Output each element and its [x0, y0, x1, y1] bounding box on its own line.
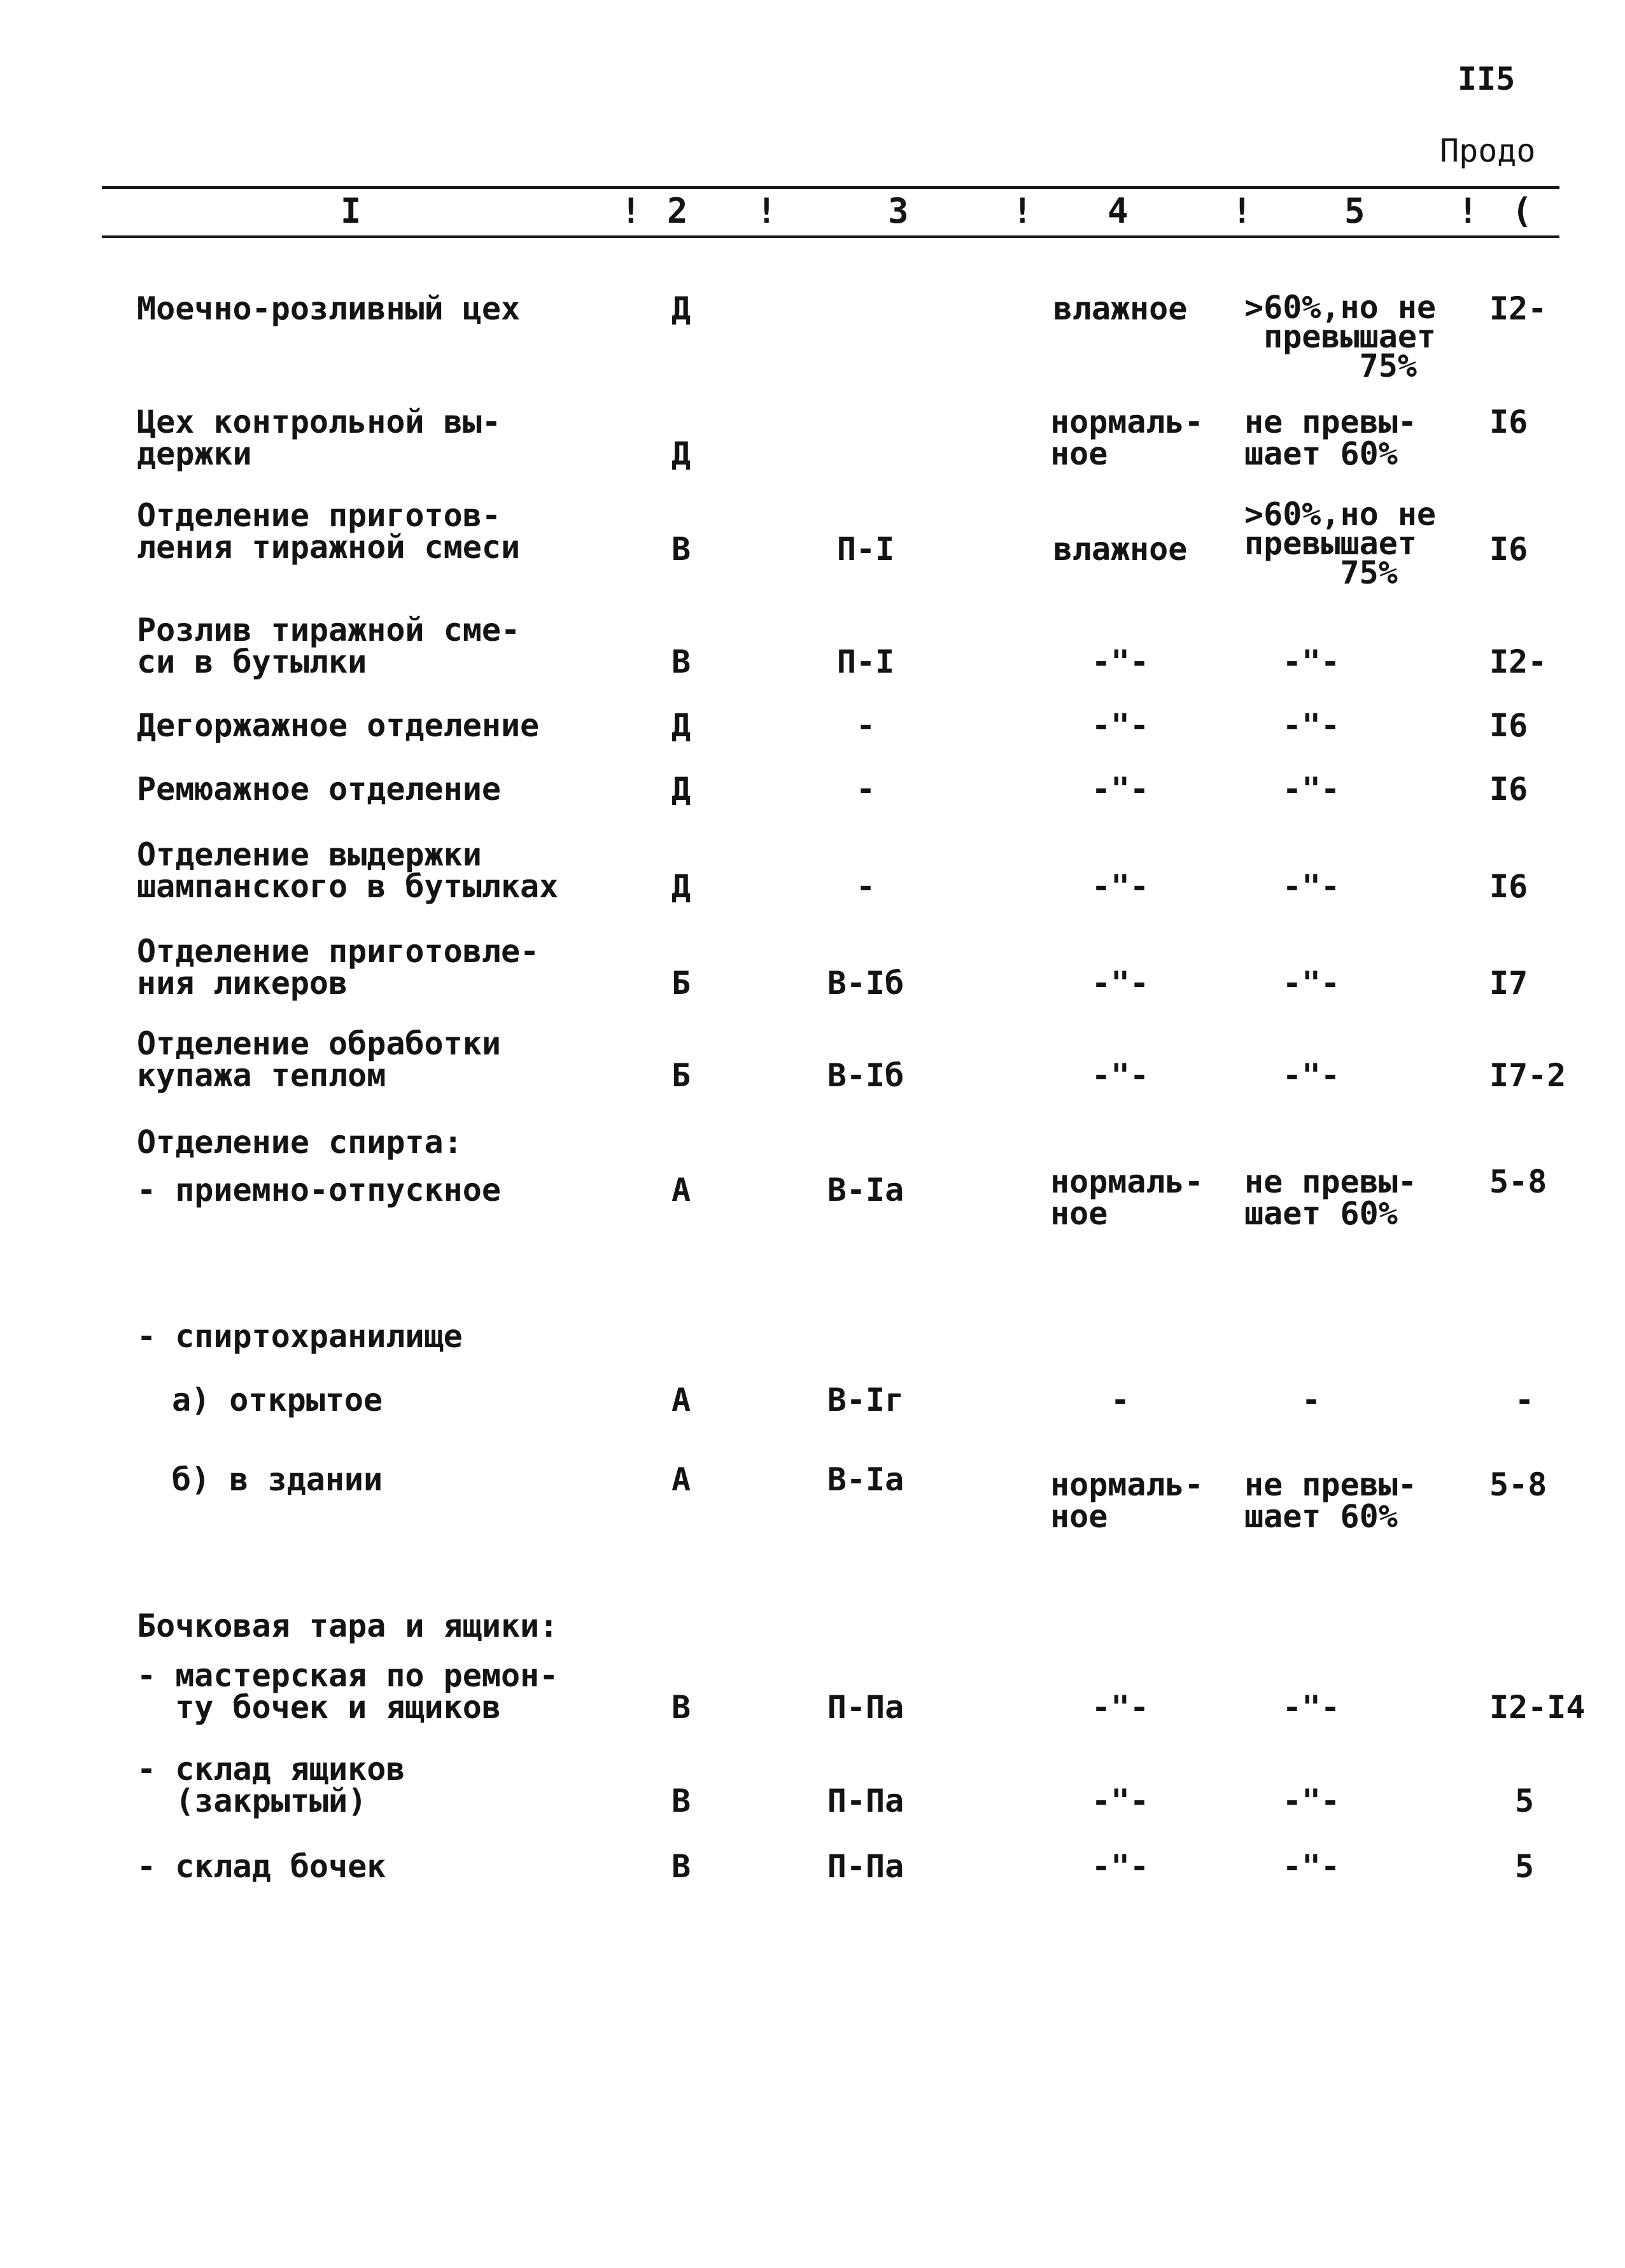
- column-separator: !: [1012, 191, 1033, 231]
- zone-class: В-Iб: [827, 965, 904, 1002]
- temperature: I2-: [1489, 290, 1547, 327]
- table-rule-top: [102, 186, 1559, 189]
- environment: -: [1110, 1382, 1130, 1418]
- hazard-category: Д: [671, 707, 691, 744]
- environment: нормаль- ное: [1050, 1466, 1204, 1535]
- environment: нормаль- ное: [1050, 403, 1204, 472]
- environment: нормаль- ное: [1050, 1163, 1204, 1232]
- temperature: I6: [1489, 868, 1528, 905]
- continuation-label: Продо: [1440, 132, 1536, 169]
- row-name: - склад ящиков (закрытый): [137, 1751, 405, 1819]
- temperature: 5-8: [1489, 1163, 1547, 1200]
- row-name: Бочковая тара и ящики:: [137, 1607, 559, 1644]
- environment: -"-: [1091, 707, 1150, 744]
- row-name: Отделение спирта:: [137, 1124, 463, 1161]
- humidity: не превы- шает 60%: [1244, 403, 1417, 472]
- row-name: - мастерская по ремон- ту бочек и ящиков: [137, 1657, 559, 1726]
- temperature: I7: [1489, 965, 1528, 1002]
- hazard-category: В: [671, 1689, 691, 1726]
- environment: -"-: [1091, 965, 1150, 1002]
- column-separator: !: [1232, 191, 1253, 231]
- temperature: I6: [1489, 403, 1528, 440]
- zone-class: П-I: [836, 643, 895, 680]
- hazard-category: Д: [671, 435, 691, 472]
- environment: влажное: [1053, 290, 1188, 327]
- column-separator: !: [756, 191, 777, 231]
- hazard-category: Б: [671, 1057, 691, 1094]
- humidity: -: [1301, 1382, 1321, 1418]
- temperature: 5: [1515, 1782, 1535, 1819]
- temperature: I6: [1489, 771, 1528, 808]
- humidity: не превы- шает 60%: [1244, 1163, 1417, 1232]
- hazard-category: А: [671, 1382, 691, 1418]
- row-name: Моечно-розливный цех: [137, 290, 521, 327]
- environment: -"-: [1091, 771, 1150, 808]
- zone-class: В-Iг: [827, 1382, 904, 1418]
- humidity: -"-: [1282, 643, 1340, 680]
- row-name: Отделение выдержки шампанского в бутылках: [137, 836, 559, 905]
- row-name: Дегоржажное отделение: [137, 707, 540, 744]
- hazard-category: Д: [671, 868, 691, 905]
- zone-class: В-Iа: [827, 1461, 904, 1498]
- zone-class: П-Па: [827, 1848, 904, 1885]
- temperature: 5: [1515, 1848, 1535, 1885]
- hazard-category: Д: [671, 771, 691, 808]
- hazard-category: В: [671, 643, 691, 680]
- zone-class: -: [855, 771, 876, 808]
- zone-class: П-I: [836, 531, 895, 568]
- temperature: I2-: [1489, 643, 1547, 680]
- column-header-6: (: [1512, 191, 1533, 231]
- humidity: -"-: [1282, 707, 1340, 744]
- temperature: I6: [1489, 531, 1528, 568]
- humidity: >60%,но не превышает 75%: [1244, 496, 1437, 591]
- temperature: I7-2: [1489, 1057, 1566, 1094]
- temperature: -: [1515, 1382, 1535, 1418]
- zone-class: П-Па: [827, 1782, 904, 1819]
- humidity: -"-: [1282, 868, 1340, 905]
- row-name: Цех контрольной вы- держки: [137, 403, 501, 472]
- environment: -"-: [1091, 1848, 1150, 1885]
- row-name: б) в здании: [172, 1461, 383, 1498]
- zone-class: -: [855, 707, 876, 744]
- column-header-2: 2: [667, 191, 688, 231]
- temperature: 5-8: [1489, 1466, 1547, 1503]
- table-rule-bottom: [102, 235, 1559, 238]
- row-name: Отделение приготов- ления тиражной смеси: [137, 497, 521, 566]
- zone-class: В-Iа: [827, 1172, 904, 1208]
- humidity: -"-: [1282, 771, 1340, 808]
- humidity: -"-: [1282, 1848, 1340, 1885]
- humidity: -"-: [1282, 1689, 1340, 1726]
- row-name: - склад бочек: [137, 1848, 386, 1885]
- row-name: - приемно-отпускное: [137, 1172, 501, 1208]
- column-header-1: I: [341, 191, 362, 231]
- humidity: не превы- шает 60%: [1244, 1466, 1417, 1535]
- zone-class: П-Па: [827, 1689, 904, 1726]
- row-name: Отделение приготовле- ния ликеров: [137, 933, 540, 1002]
- environment: -"-: [1091, 1782, 1150, 1819]
- zone-class: -: [855, 868, 876, 905]
- environment: -"-: [1091, 868, 1150, 905]
- row-name: - спиртохранилище: [137, 1318, 463, 1355]
- row-name: а) открытое: [172, 1382, 383, 1418]
- column-separator: !: [1458, 191, 1479, 231]
- column-header-4: 4: [1108, 191, 1129, 231]
- hazard-category: Д: [671, 290, 691, 327]
- humidity: -"-: [1282, 1782, 1340, 1819]
- column-header-3: 3: [888, 191, 909, 231]
- row-name: Розлив тиражной сме- си в бутылки: [137, 612, 521, 680]
- environment: -"-: [1091, 643, 1150, 680]
- row-name: Отделение обработки купажа теплом: [137, 1025, 501, 1094]
- column-separator: !: [621, 191, 642, 231]
- environment: влажное: [1053, 531, 1188, 568]
- hazard-category: В: [671, 1848, 691, 1885]
- column-header-5: 5: [1344, 191, 1365, 231]
- humidity: -"-: [1282, 965, 1340, 1002]
- page-number: II5: [1458, 60, 1516, 97]
- hazard-category: А: [671, 1172, 691, 1208]
- hazard-category: А: [671, 1461, 691, 1498]
- zone-class: В-Iб: [827, 1057, 904, 1094]
- humidity: >60%,но не превышает 75%: [1244, 289, 1437, 384]
- environment: -"-: [1091, 1689, 1150, 1726]
- row-name: Ремюажное отделение: [137, 771, 501, 808]
- hazard-category: В: [671, 1782, 691, 1819]
- temperature: I6: [1489, 707, 1528, 744]
- environment: -"-: [1091, 1057, 1150, 1094]
- hazard-category: В: [671, 531, 691, 568]
- hazard-category: Б: [671, 965, 691, 1002]
- humidity: -"-: [1282, 1057, 1340, 1094]
- temperature: I2-I4: [1489, 1689, 1586, 1726]
